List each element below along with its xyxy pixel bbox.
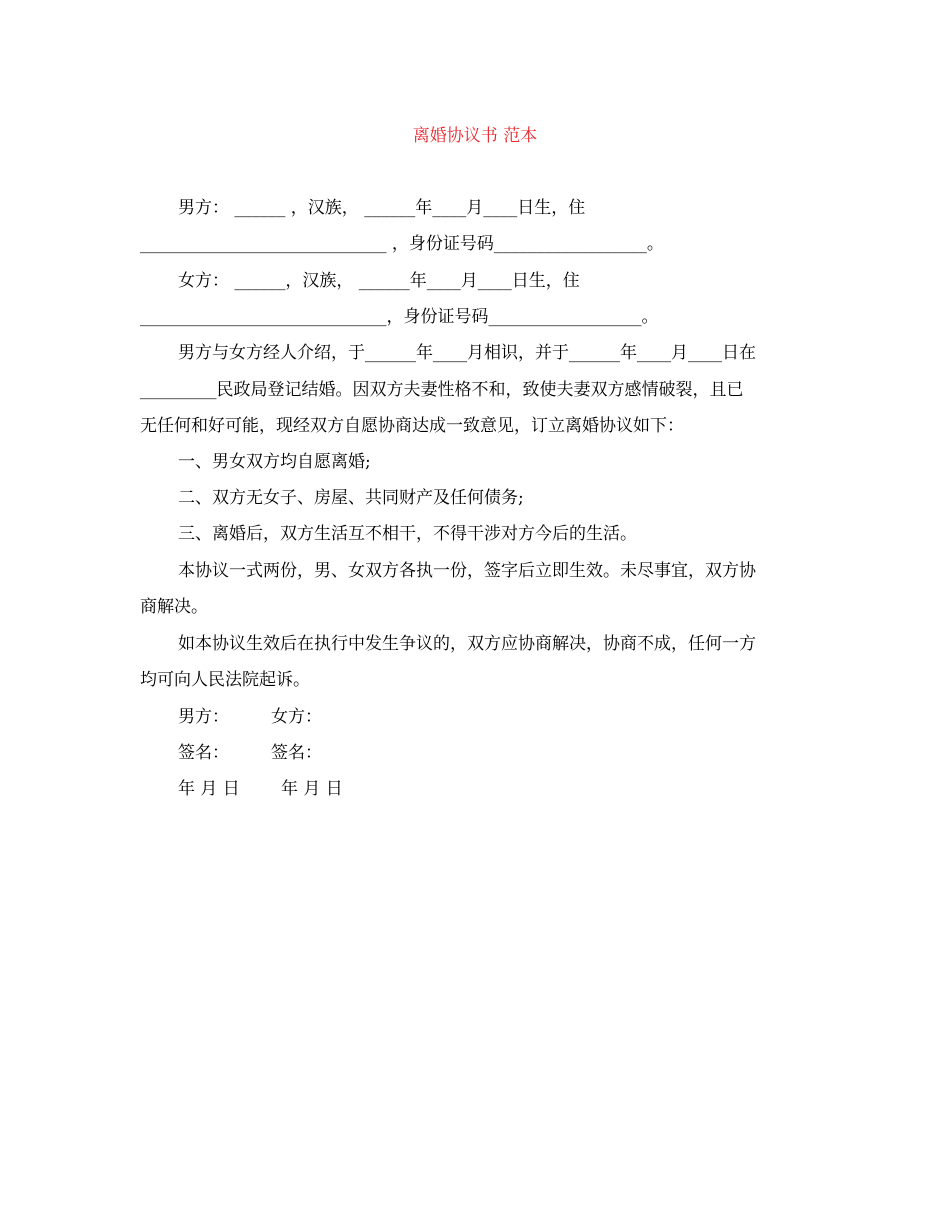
female-info-line-2: _____________________________，身份证号码__________________。 bbox=[140, 307, 659, 327]
male-date: 年 月 日 bbox=[178, 779, 240, 799]
paragraph-line: _________民政局登记结婚。因双方夫妻性格不和，致使夫妻双方感情破裂，且已 bbox=[140, 380, 744, 400]
female-date: 年 月 日 bbox=[281, 779, 343, 799]
female-info-line-1: 女方： ______，汉族， ______年____月____日生，住 bbox=[178, 271, 580, 291]
male-info-line-1: 男方： ______ ，汉族， ______年____月____日生，住 bbox=[178, 198, 586, 218]
clause-1: 一、男女双方均自愿离婚; bbox=[178, 452, 371, 472]
document-title: 离婚协议书 范本 bbox=[412, 126, 538, 146]
paragraph-line: 无任何和好可能，现经双方自愿协商达成一致意见，订立离婚协议如下： bbox=[140, 416, 684, 436]
paragraph-line: 如本协议生效后在执行中发生争议的，双方应协商解决，协商不成，任何一方 bbox=[178, 634, 756, 654]
paragraph-line: 男方与女方经人介绍，于______年____月相识，并于______年____月____日在 bbox=[178, 343, 756, 363]
paragraph-line: 商解决。 bbox=[140, 597, 208, 617]
paragraph-line: 均可向人民法院起诉。 bbox=[140, 670, 310, 690]
female-label: 女方： bbox=[271, 707, 322, 727]
male-label: 男方： bbox=[178, 707, 229, 727]
clause-2: 二、双方无女子、房屋、共同财产及任何债务; bbox=[178, 488, 524, 508]
male-sign-label: 签名： bbox=[178, 743, 229, 763]
paragraph-line: 本协议一式两份，男、女双方各执一份，签字后立即生效。未尽事宜，双方协 bbox=[178, 561, 756, 581]
clause-3: 三、离婚后，双方生活互不相干，不得干涉对方今后的生活。 bbox=[178, 524, 637, 544]
male-info-line-2: _____________________________ ，身份证号码__________________。 bbox=[140, 234, 664, 254]
female-sign-label: 签名： bbox=[271, 743, 322, 763]
